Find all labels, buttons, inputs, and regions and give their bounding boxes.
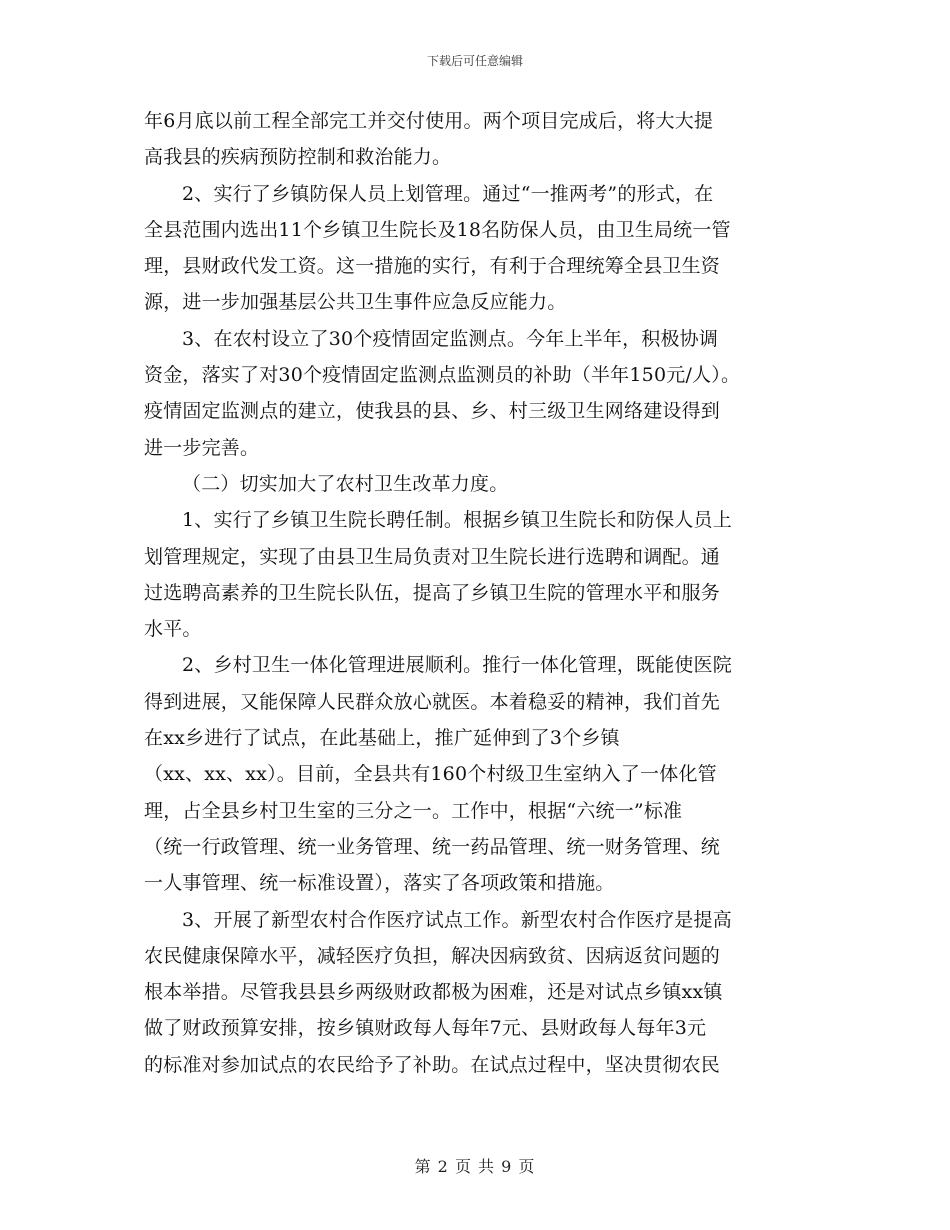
text-line: 年6月底以前工程全部完工并交付使用。两个项目完成后，将大大提 (144, 110, 714, 132)
text-line: 农民健康保障水平，减轻医疗负担，解决因病致贫、因病返贫问题的 (144, 944, 721, 967)
text-line: 2、实行了乡镇防保人员上划管理。通过“一推两考”的形式，在 (182, 182, 714, 205)
text-line: 源，进一步加强基层公共卫生事件应急反应能力。 (144, 291, 567, 314)
text-line: （二）切实加大了农村卫生改革力度。 (182, 472, 509, 495)
text-line: 在xx乡进行了试点，在此基础上，推广延伸到了3个乡镇 (144, 727, 620, 750)
text-line: 划管理规定，实现了由县卫生局负责对卫生院长进行选聘和调配。通 (144, 545, 721, 568)
text-line: 理，县财政代发工资。这一措施的实行，有利于合理统筹全县卫生资 (144, 255, 721, 278)
text-line: 3、开展了新型农村合作医疗试点工作。新型农村合作医疗是提高 (182, 908, 732, 931)
text-line: 资金，落实了对30个疫情固定监测点监测员的补助（半年150元/人）。 (144, 364, 741, 387)
text-line: （统一行政管理、统一业务管理、统一药品管理、统一财务管理、统 (144, 835, 721, 858)
document-body (144, 103, 830, 1083)
page-header-note: 下载后可任意编辑 (426, 54, 523, 68)
text-line: 全县范围内选出11个乡镇卫生院长及18名防保人员，由卫生局统一管 (144, 218, 731, 241)
text-line: 1、实行了乡镇卫生院长聘任制。根据乡镇卫生院长和防保人员上 (182, 509, 732, 532)
page-number-footer: 第 2 页 共 9 页 (414, 1157, 536, 1176)
text-line: （xx、xx、xx）。目前，全县共有160个村级卫生室纳入了一体化管 (144, 763, 717, 786)
text-line: 疫情固定监测点的建立，使我县的县、乡、村三级卫生网络建设得到 (144, 400, 721, 423)
text-line: 一人事管理、统一标准设置），落实了各项政策和措施。 (144, 872, 615, 895)
text-line: 的标准对参加试点的农民给予了补助。在试点过程中，坚决贯彻农民 (144, 1053, 721, 1076)
text-line: 理，占全县乡村卫生室的三分之一。工作中，根据“六统一”标准 (144, 799, 683, 822)
text-line: 进一步完善。 (144, 436, 260, 459)
text-line: 做了财政预算安排，按乡镇财政每人每年7元、县财政每人每年3元 (144, 1017, 707, 1040)
text-line: 3、在农村设立了30个疫情固定监测点。今年上半年，积极协调 (182, 327, 719, 350)
text-line: 2、乡村卫生一体化管理进展顺利。推行一体化管理，既能使医院 (182, 654, 732, 677)
text-line: 得到进展，又能保障人民群众放心就医。本着稳妥的精神，我们首先 (144, 690, 721, 713)
text-line: 水平。 (144, 618, 202, 641)
text-line: 高我县的疾病预防控制和救治能力。 (144, 146, 452, 169)
text-line: 过选聘高素养的卫生院长队伍，提高了乡镇卫生院的管理水平和服务 (144, 581, 721, 604)
text-line: 根本举措。尽管我县县乡两级财政都极为困难，还是对试点乡镇xx镇 (144, 981, 723, 1004)
